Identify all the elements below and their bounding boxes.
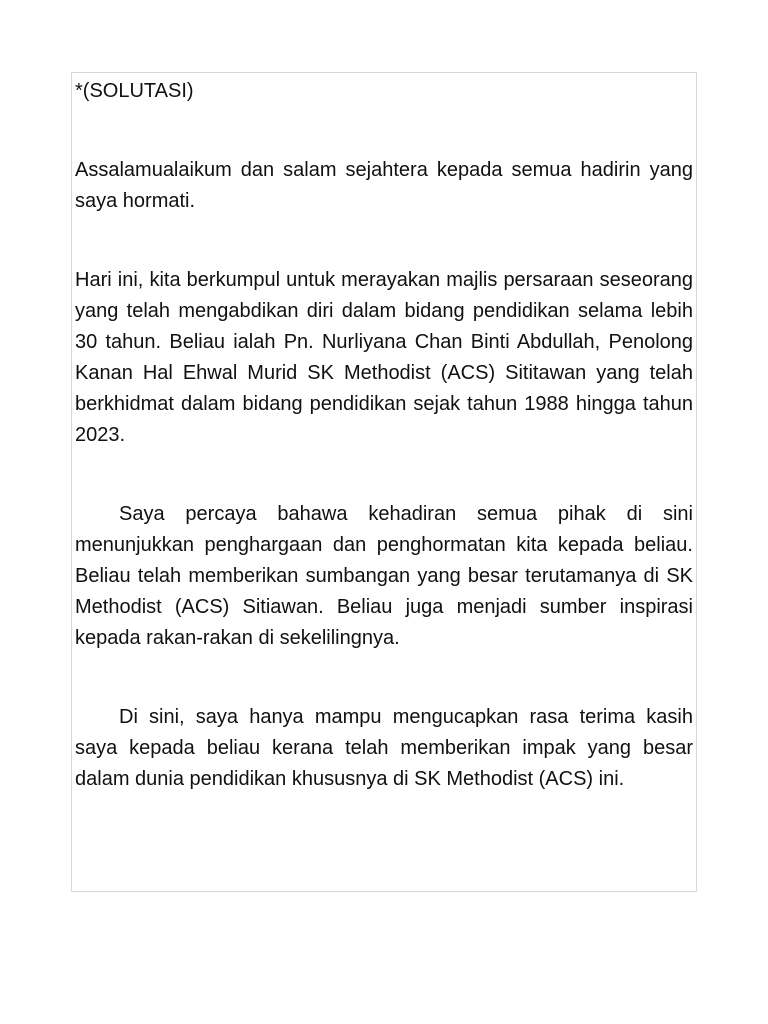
paragraph-greeting: Assalamualaikum dan salam sejahtera kepada semua hadirin yang saya hormati.	[75, 159, 693, 212]
paragraph-appreciation: Saya percaya bahawa kehadiran semua pihak di sini menunjukkan penghargaan dan penghormatan kita kepada beliau. Beliau telah memberikan sumbangan yang besar terutamanya di SK Methodist (ACS) Sitiawan. Beliau juga menjadi sumber inspirasi kepada rakan-rakan di sekelilingnya.	[75, 503, 693, 649]
document-page	[71, 72, 697, 892]
document-heading: *(SOLUTASI)	[75, 80, 194, 102]
paragraph-thanks: Di sini, saya hanya mampu mengucapkan rasa terima kasih saya kepada beliau kerana telah memberikan impak yang besar dalam dunia pendidikan khususnya di SK Methodist (ACS) ini.	[75, 706, 693, 790]
paragraph-introduction: Hari ini, kita berkumpul untuk merayakan majlis persaraan seseorang yang telah mengabdikan diri dalam bidang pendidikan selama lebih 30 tahun. Beliau ialah Pn. Nurliyana Chan Binti Abdullah, Penolong Kanan Hal Ehwal Murid SK Methodist (ACS) Sititawan yang telah berkhidmat dalam bidang pendidikan sejak tahun 1988 hingga tahun 2023.	[75, 269, 693, 446]
